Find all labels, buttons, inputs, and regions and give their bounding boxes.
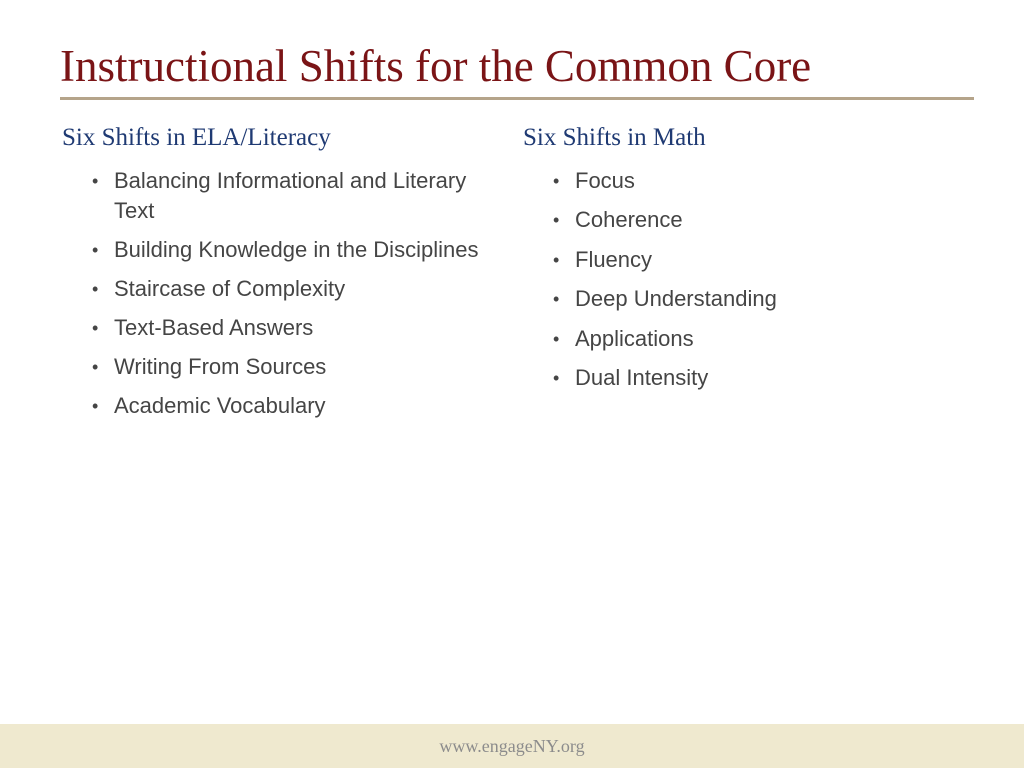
bullet-text: Applications [575,325,694,351]
bullet-icon: • [553,249,560,270]
footer-band [0,724,1024,768]
bullet-icon: • [92,240,99,260]
math-bullet-list [523,166,943,393]
slide-title: Instructional Shifts for the Common Core [60,41,812,91]
bullet-icon: • [92,279,99,299]
ela-bullet-item [62,313,482,343]
ela-bullet-item [62,391,482,421]
bullet-text: Academic Vocabulary [114,393,326,418]
bullet-text: Fluency [575,246,653,272]
bullet-text: Balancing Informational and Literary Text [114,168,467,223]
ela-bullet-item [62,166,482,226]
bullet-icon: • [92,318,99,338]
bullet-text: Building Knowledge in the Disciplines [114,237,479,262]
math-column [523,122,943,402]
bullet-icon: • [553,210,560,231]
math-bullet-item [523,205,943,235]
ela-bullet-item [62,235,482,265]
ela-heading: Six Shifts in ELA/Literacy [62,124,331,151]
math-bullet-item [523,363,943,393]
bullet-text: Deep Understanding [575,286,777,312]
bullet-icon: • [92,171,99,191]
bullet-text: Writing From Sources [114,354,327,379]
math-bullet-item [523,284,943,314]
math-bullet-item [523,324,943,354]
bullet-text: Staircase of Complexity [114,276,346,301]
ela-column [62,122,482,430]
bullet-icon: • [553,328,560,349]
footer-url: www.engageNY.org [439,736,585,756]
bullet-icon: • [92,357,99,377]
bullet-text: Coherence [575,207,683,233]
bullet-icon: • [553,367,560,388]
bullet-icon: • [92,396,99,416]
math-bullet-item [523,166,943,196]
bullet-text: Text-Based Answers [114,315,314,340]
title-divider [60,97,974,100]
ela-bullet-item [62,274,482,304]
bullet-icon: • [553,171,560,191]
math-bullet-item [523,245,943,275]
bullet-icon: • [553,289,560,310]
bullet-text: Focus [575,168,635,193]
bullet-text: Dual Intensity [575,364,709,390]
ela-bullet-list [62,166,482,421]
ela-bullet-item [62,352,482,382]
math-heading: Six Shifts in Math [523,124,706,151]
